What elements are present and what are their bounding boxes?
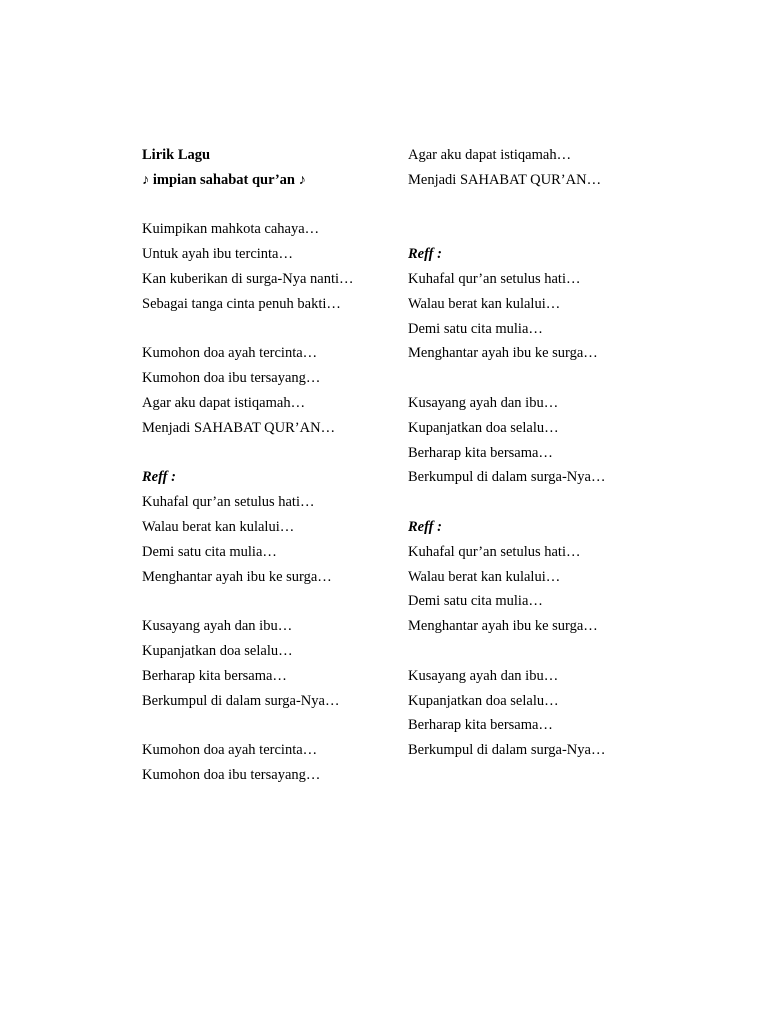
lyric-line: Kusayang ayah dan ibu… <box>408 394 559 411</box>
lyric-line: Kuhafal qur’an setulus hati… <box>408 270 581 287</box>
song-heading: Lirik Lagu <box>142 147 211 163</box>
lyric-line: Walau berat kan kulalui… <box>408 295 561 312</box>
lyric-line: Berharap kita bersama… <box>408 717 553 734</box>
song-title: ♪ impian sahabat qur’an ♪ <box>142 171 306 188</box>
lyric-line: Kusayang ayah dan ibu… <box>142 618 293 635</box>
lyric-line: Menghantar ayah ibu ke surga… <box>408 345 598 362</box>
chorus-label: Reff : <box>408 518 442 535</box>
lyric-line: Kumohon doa ibu tersayang… <box>142 370 321 387</box>
lyric-line: Kusayang ayah dan ibu… <box>408 667 559 684</box>
blank-line <box>142 441 382 466</box>
lyric-line: Kupanjatkan doa selalu… <box>408 692 559 709</box>
lyric-line: Untuk ayah ibu tercinta… <box>142 246 293 263</box>
blank-line <box>142 713 382 738</box>
lyric-line: Kupanjatkan doa selalu… <box>142 642 293 659</box>
blank-line <box>408 217 668 242</box>
lyric-line: Kupanjatkan doa selalu… <box>408 419 559 436</box>
lyric-line: Walau berat kan kulalui… <box>408 568 561 585</box>
lyric-line: Walau berat kan kulalui… <box>142 518 295 535</box>
lyric-line: Berkumpul di dalam surga-Nya… <box>408 469 606 486</box>
lyric-line: Demi satu cita mulia… <box>142 543 277 560</box>
lyrics-right-column <box>408 143 668 763</box>
blank-line <box>142 193 382 218</box>
lyric-line: Kuhafal qur’an setulus hati… <box>142 494 315 511</box>
lyric-line: Menghantar ayah ibu ke surga… <box>142 568 332 585</box>
blank-line <box>408 193 668 218</box>
chorus-label: Reff : <box>142 469 176 486</box>
lyric-line: Menghantar ayah ibu ke surga… <box>408 618 598 635</box>
blank-line <box>408 639 668 664</box>
lyric-line: Menjadi SAHABAT QUR’AN… <box>142 419 336 436</box>
lyric-line: Sebagai tanga cinta penuh bakti… <box>142 295 341 312</box>
blank-line <box>408 366 668 391</box>
blank-line <box>142 317 382 342</box>
lyric-line: Berharap kita bersama… <box>408 444 553 461</box>
lyric-line: Kuhafal qur’an setulus hati… <box>408 543 581 560</box>
blank-line <box>142 589 382 614</box>
lyrics-left-column <box>142 143 382 788</box>
lyric-line: Berkumpul di dalam surga-Nya… <box>408 742 606 759</box>
blank-line <box>408 490 668 515</box>
lyric-line: Kan kuberikan di surga-Nya nanti… <box>142 270 354 287</box>
lyric-line: Kumohon doa ayah tercinta… <box>142 742 318 759</box>
lyric-line: Demi satu cita mulia… <box>408 593 543 610</box>
lyric-line: Agar aku dapat istiqamah… <box>142 394 306 411</box>
lyric-line: Agar aku dapat istiqamah… <box>408 147 572 163</box>
chorus-label: Reff : <box>408 246 442 263</box>
lyric-line: Menjadi SAHABAT QUR’AN… <box>408 171 602 188</box>
lyric-line: Berkumpul di dalam surga-Nya… <box>142 692 340 709</box>
lyric-line: Berharap kita bersama… <box>142 667 287 684</box>
lyric-line: Demi satu cita mulia… <box>408 320 543 337</box>
lyric-line: Kumohon doa ibu tersayang… <box>142 766 321 783</box>
lyric-line: Kuimpikan mahkota cahaya… <box>142 221 320 238</box>
lyric-line: Kumohon doa ayah tercinta… <box>142 345 318 362</box>
